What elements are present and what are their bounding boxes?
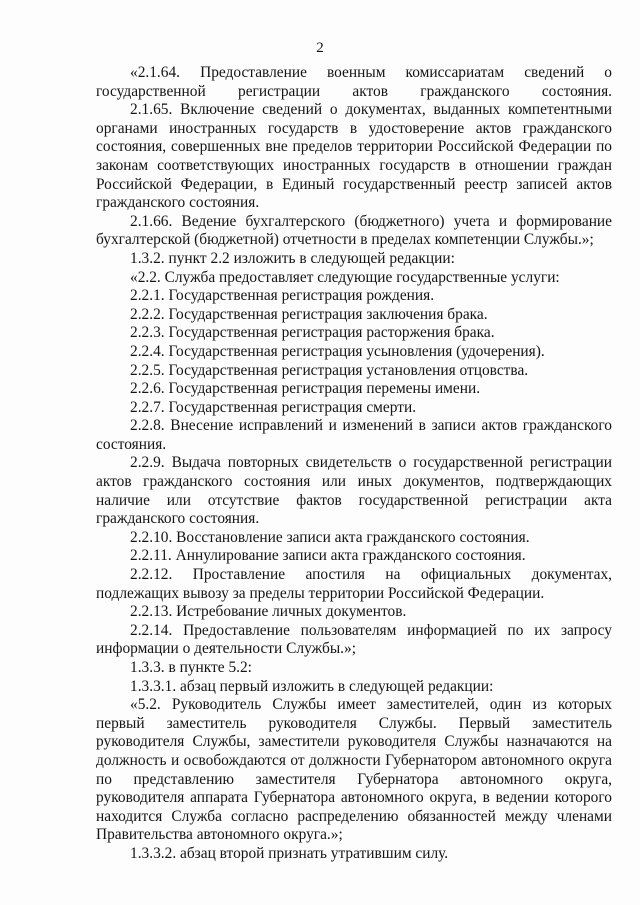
- paragraph-2-1-64: «2.1.64. Предоставление военным комиссариатам сведений о государственной регистрации актов гражданского состояния.: [96, 64, 612, 100]
- paragraph-2-2-14: 2.2.14. Предоставление пользователям информацией по их запросу информации о деятельности Службы.»;: [96, 621, 612, 658]
- paragraph-2-2-8: 2.2.8. Внесение исправлений и изменений в записи актов гражданского состояния.: [96, 417, 612, 453]
- page-number: 2: [316, 40, 324, 56]
- paragraph-2-2-3: 2.2.3. Государственная регистрация расторжения брака.: [130, 324, 495, 342]
- paragraph-2-2-4: 2.2.4. Государственная регистрация усыновления (удочерения).: [130, 342, 545, 360]
- paragraph-5-2: «5.2. Руководитель Службы имеет заместителей, один из которых первый заместитель руководителя Службы. Первый заместитель руководителя Службы, заместители руководителя Службы назначаются на должность и освобождаются от должности Губернатором автономного округа по представлению заместителя Губернатора автономного округа, руководителя аппарата Губернатора автономного округа, в ведении которого находится Служба согласно распределению обязанностей между членами Правительства автономного округа.»;: [96, 696, 612, 844]
- paragraph-2-2-6: 2.2.6. Государственная регистрация перемены имени.: [130, 380, 481, 398]
- paragraph-2-2-10: 2.2.10. Восстановление записи акта гражданского состояния.: [130, 528, 530, 546]
- paragraph-2-2-13: 2.2.13. Истребование личных документов.: [130, 603, 407, 621]
- paragraph-2-2-5: 2.2.5. Государственная регистрация установления отцовства.: [130, 361, 529, 379]
- paragraph-2-2-7: 2.2.7. Государственная регистрация смерти.: [130, 398, 417, 416]
- paragraph-2-2-12: 2.2.12. Проставление апостиля на официальных документах, подлежащих вывозу за пределы территории Российской Федерации.: [96, 566, 612, 602]
- paragraph-1-3-3-2: 1.3.3.2. абзац второй признать утратившим силу.: [130, 844, 449, 862]
- paragraph-2-2-11: 2.2.11. Аннулирование записи акта гражданского состояния.: [130, 547, 526, 565]
- paragraph-2-2-1: 2.2.1. Государственная регистрация рождения.: [130, 287, 435, 305]
- paragraph-2-2-9: 2.2.9. Выдача повторных свидетельств о государственной регистрации актов гражданского состояния или иных документов, подтверждающих наличие или отсутствие фактов государственной регистрации акта гражданского состояния.: [96, 454, 612, 528]
- paragraph-1-3-3-1: 1.3.3.1. абзац первый изложить в следующей редакции:: [130, 677, 494, 695]
- document-body: [96, 64, 612, 864]
- paragraph-2-1-66: 2.1.66. Ведение бухгалтерского (бюджетного) учета и формирование бухгалтерской (бюджетной) отчетности в пределах компетенции Службы.»;: [96, 212, 612, 249]
- paragraph-1-3-2: 1.3.2. пункт 2.2 изложить в следующей редакции:: [130, 249, 455, 267]
- paragraph-2-1-65: 2.1.65. Включение сведений о документах, выданных компетентными органами иностранных государств в удостоверение актов гражданского состояния, совершенных вне пределов территории Российской Федерации по законам соответствующих иностранных государств в отношении граждан Российской Федерации, в Единый государственный реестр записей актов гражданского состояния.: [96, 101, 612, 212]
- paragraph-2-2: «2.2. Служба предоставляет следующие государственные услуги:: [130, 268, 560, 286]
- paragraph-2-2-2: 2.2.2. Государственная регистрация заключения брака.: [130, 305, 488, 323]
- paragraph-1-3-3: 1.3.3. в пункте 5.2:: [130, 659, 252, 676]
